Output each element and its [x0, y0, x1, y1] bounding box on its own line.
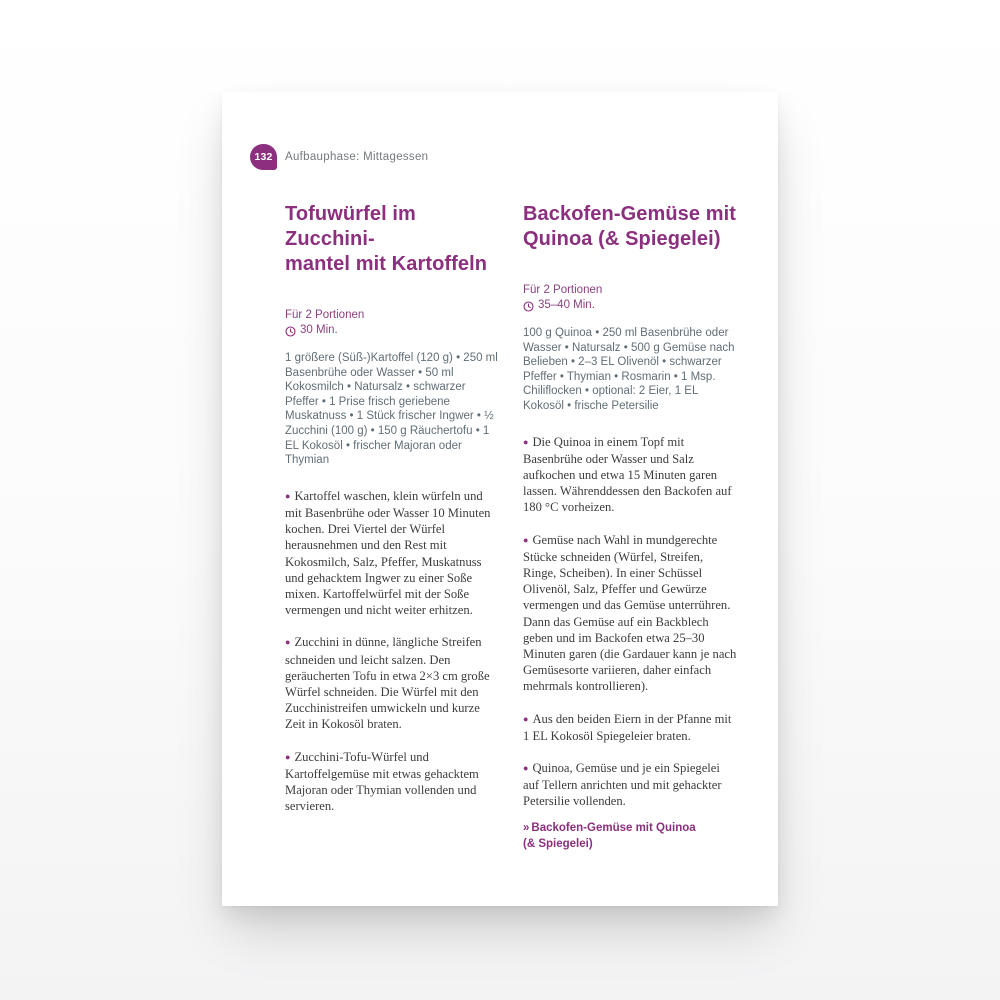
time-row	[285, 323, 501, 338]
photo-caption-line1: Backofen-Gemüse mit Quinoa	[531, 822, 696, 834]
step-text: Die Quinoa in einem Topf mit Basenbrühe oder Wasser und Salz aufkochen und etwa 15 Minuten garen lassen. Währenddessen den Backofen auf 180 °C vorheizen.	[523, 434, 732, 515]
step-text: Kartoffel waschen, klein würfeln und mit Basenbrühe oder Wasser 10 Minuten kochen. Drei Viertel der Würfel herausnehmen und den Rest mit Kokosmilch, Salz, Pfeffer, Muskatnuss und gehacktem Ingwer zu einer Soße mixen. Kartoffelwürfel mit der Soße vermengen und nicht weiter erhitzen.	[285, 488, 491, 618]
recipe-column-right	[523, 202, 739, 826]
cookbook-page	[222, 92, 778, 906]
clock-icon	[523, 301, 534, 312]
recipe-title-line1: Backofen-Gemüse mit	[523, 203, 737, 225]
photo-caption	[523, 821, 713, 852]
servings-label: Für 2 Portionen	[523, 284, 603, 296]
step-paragraph	[523, 532, 739, 695]
step-bullet-icon: ●	[285, 637, 291, 648]
time-row	[523, 298, 739, 313]
step-paragraph	[523, 434, 739, 516]
recipe-meta	[523, 283, 739, 313]
step-bullet-icon: ●	[523, 763, 529, 774]
step-bullet-icon: ●	[285, 490, 291, 501]
step-bullet-icon: ●	[523, 713, 529, 724]
instruction-steps	[523, 434, 739, 810]
step-bullet-icon: ●	[285, 751, 291, 762]
servings-label: Für 2 Portionen	[285, 309, 365, 321]
ingredients-list: 100 g Quinoa • 250 ml Basenbrühe oder Wasser • Natursalz • 500 g Gemüse nach Belieben • 2–3 EL Olivenöl • schwarzer Pfeffer • Thymian • Rosmarin • 1 Msp. Chiliflocken • optional: 2 Eier, 1 EL Kokosöl • frische Petersilie	[523, 327, 735, 412]
time-label: 30 Min.	[300, 324, 338, 336]
recipe-title	[523, 202, 739, 252]
recipe-title-line2: Quinoa (& Spiegelei)	[523, 228, 721, 250]
clock-icon	[285, 326, 296, 337]
step-text: Quinoa, Gemüse und je ein Spiegelei auf Tellern anrichten und mit gehackter Petersilie vollenden.	[523, 761, 722, 809]
step-text: Gemüse nach Wahl in mundgerechte Stücke schneiden (Würfel, Streifen, Ringe, Scheiben). In einer Schüssel Olivenöl, Salz, Pfeffer und Gewürze vermengen und das Gemüse unterrühren. Dann das Gemüse auf ein Backblech geben und im Backofen etwa 25–30 Minuten garen (die Gardauer kann je nach Gemüsesorte variieren, daher einfach mehrmals kontrollieren).	[523, 532, 737, 694]
ingredients-list: 1 größere (Süß-)Kartoffel (120 g) • 250 ml Basenbrühe oder Wasser • 50 ml Kokosmilch • Natursalz • schwarzer Pfeffer • 1 Prise frisch geriebene Muskatnuss • 1 Stück frischer Ingwer • ½ Zucchini (100 g) • 150 g Räuchertofu • 1 EL Kokosöl • frischer Majoran oder Thymian	[285, 352, 498, 467]
recipe-title-line2: mantel mit Kartoffeln	[285, 253, 488, 275]
step-paragraph	[285, 749, 501, 815]
time-label: 35–40 Min.	[538, 299, 595, 311]
photo-caption-line2: (& Spiegelei)	[523, 837, 593, 850]
step-paragraph	[285, 634, 501, 732]
step-text: Zucchini in dünne, längliche Streifen schneiden und leicht salzen. Den geräucherten Tofu in etwa 2×3 cm große Würfel schneiden. Die Würfel mit den Zucchinistreifen umwickeln und kurze Zeit in Kokosöl braten.	[285, 635, 490, 732]
recipe-title	[285, 202, 501, 277]
recipe-meta	[285, 308, 501, 338]
step-paragraph	[285, 488, 501, 619]
page-number: 132	[254, 151, 273, 163]
step-paragraph	[523, 760, 739, 810]
step-bullet-icon: ●	[523, 534, 529, 545]
section-header: Aufbauphase: Mittagessen	[285, 151, 429, 163]
step-text: Zucchini-Tofu-Würfel und Kartoffelgemüse mit etwas gehacktem Majoran oder Thymian vollenden und servieren.	[285, 749, 479, 814]
step-paragraph	[523, 711, 739, 744]
instruction-steps	[285, 488, 501, 815]
recipe-column-left	[285, 202, 501, 830]
step-bullet-icon: ●	[523, 436, 529, 447]
recipe-title-line1: Tofuwürfel im Zucchini-	[285, 203, 416, 250]
page-number-badge	[250, 144, 277, 170]
double-chevron-icon: »	[523, 822, 530, 834]
step-text: Aus den beiden Eiern in der Pfanne mit 1 EL Kokosöl Spiegeleier braten.	[523, 711, 732, 743]
